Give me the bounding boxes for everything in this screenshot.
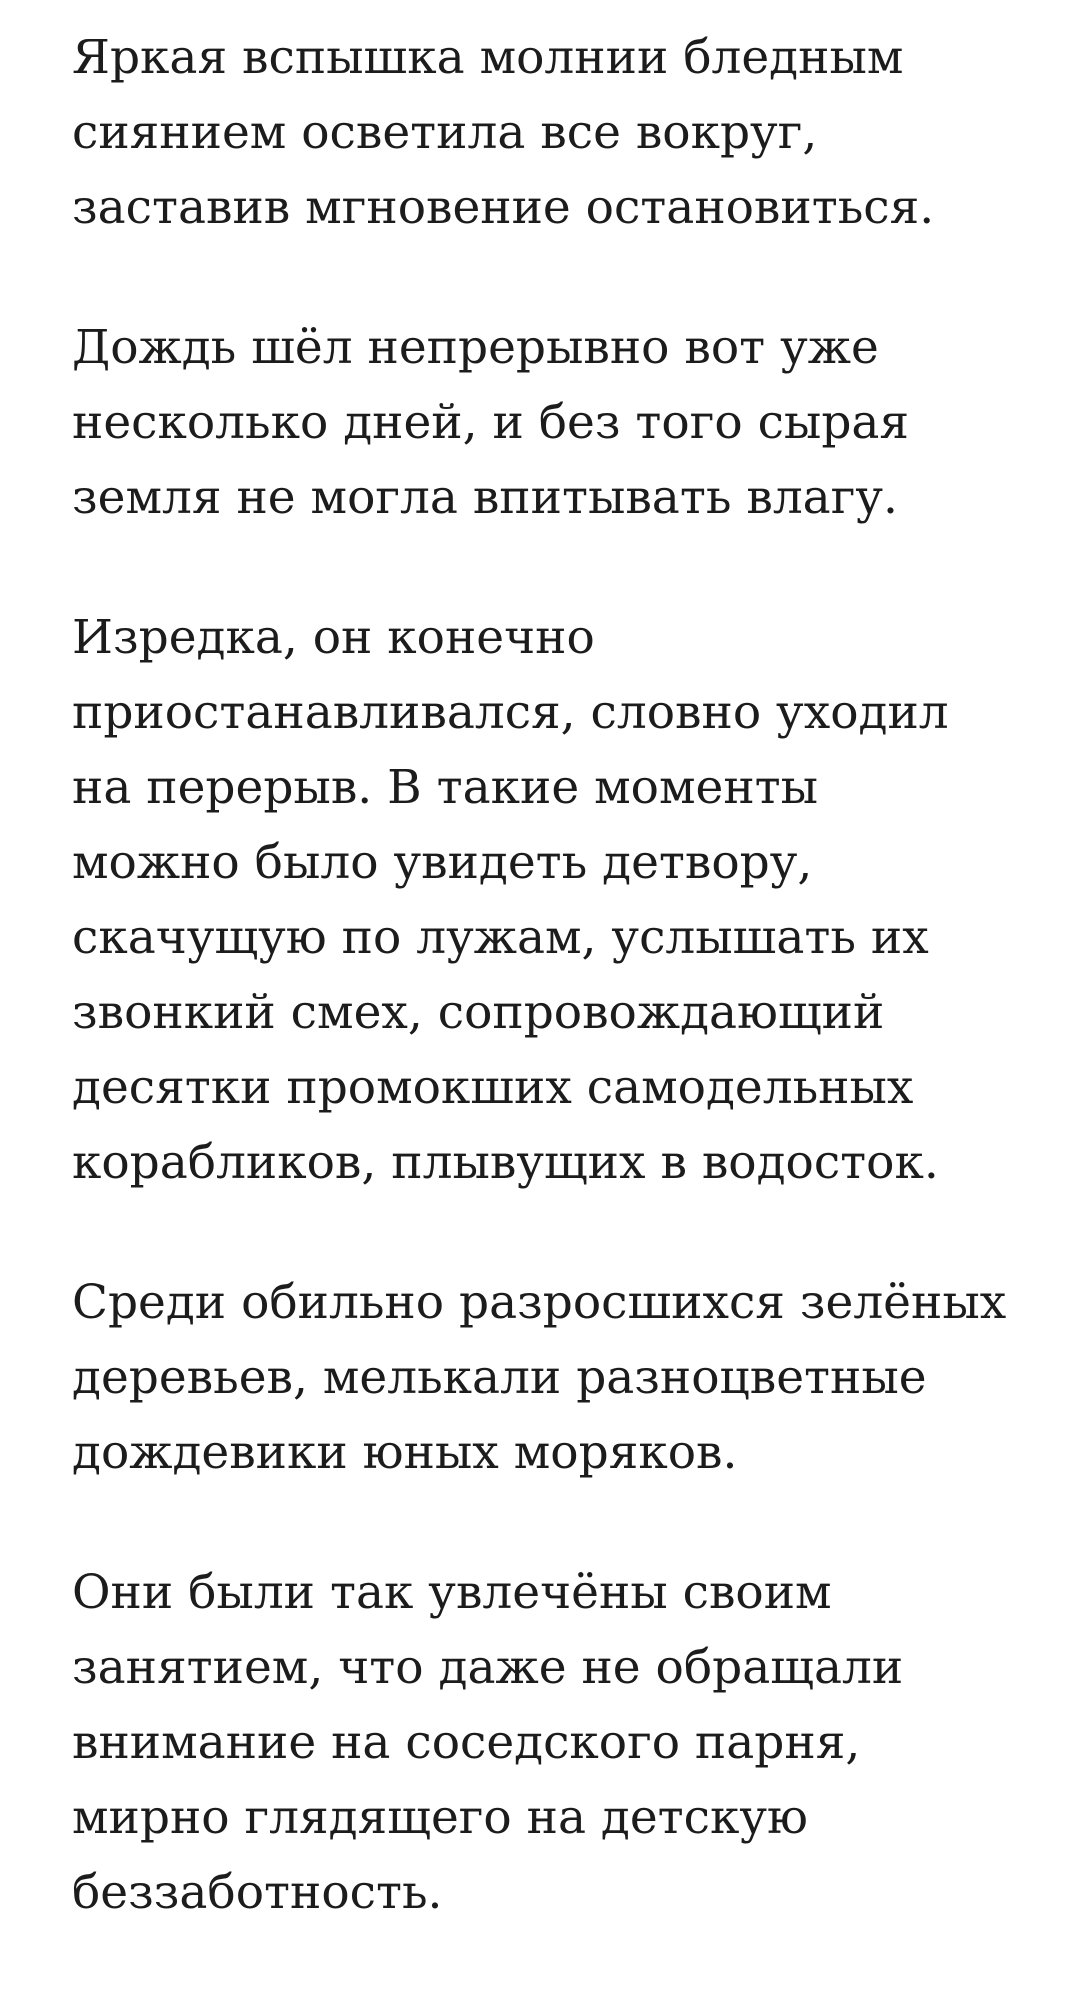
paragraph-4 bbox=[72, 1265, 1032, 1490]
text-line: Дождь шёл непрерывно вот уже bbox=[72, 320, 879, 375]
text-line: Яркая вспышка молнии бледным bbox=[72, 30, 904, 85]
paragraph-5 bbox=[72, 1555, 1032, 1930]
text-line: деревьев, мелькали разноцветные bbox=[72, 1350, 927, 1405]
reader-text-body bbox=[72, 20, 1032, 1995]
text-line: на перерыв. В такие моменты bbox=[72, 760, 819, 815]
text-line: заставив мгновение остановиться. bbox=[72, 180, 935, 235]
text-line: приостанавливался, словно уходил bbox=[72, 685, 949, 740]
text-line: корабликов, плывущих в водосток. bbox=[72, 1135, 939, 1190]
text-line: мирно глядящего на детскую bbox=[72, 1790, 808, 1845]
text-line: сиянием осветила все вокруг, bbox=[72, 105, 818, 160]
text-line: можно было увидеть детвору, bbox=[72, 835, 813, 890]
text-line: несколько дней, и без того сырая bbox=[72, 395, 910, 450]
text-line: занятием, что даже не обращали bbox=[72, 1640, 904, 1695]
paragraph-1 bbox=[72, 20, 1032, 245]
text-line: беззаботность. bbox=[72, 1865, 443, 1920]
text-line: десятки промокших самодельных bbox=[72, 1060, 914, 1115]
text-line: скачущую по лужам, услышать их bbox=[72, 910, 929, 965]
text-line: звонкий смех, сопровождающий bbox=[72, 985, 885, 1040]
text-line: Они были так увлечёны своим bbox=[72, 1565, 832, 1620]
text-line: Изредка, он конечно bbox=[72, 610, 595, 665]
text-line: земля не могла впитывать влагу. bbox=[72, 470, 898, 525]
paragraph-2 bbox=[72, 310, 1032, 535]
text-line: внимание на соседского парня, bbox=[72, 1715, 861, 1770]
text-line: Среди обильно разросшихся зелёных bbox=[72, 1275, 1007, 1330]
paragraph-3 bbox=[72, 600, 1032, 1200]
text-line: дождевики юных моряков. bbox=[72, 1425, 738, 1480]
